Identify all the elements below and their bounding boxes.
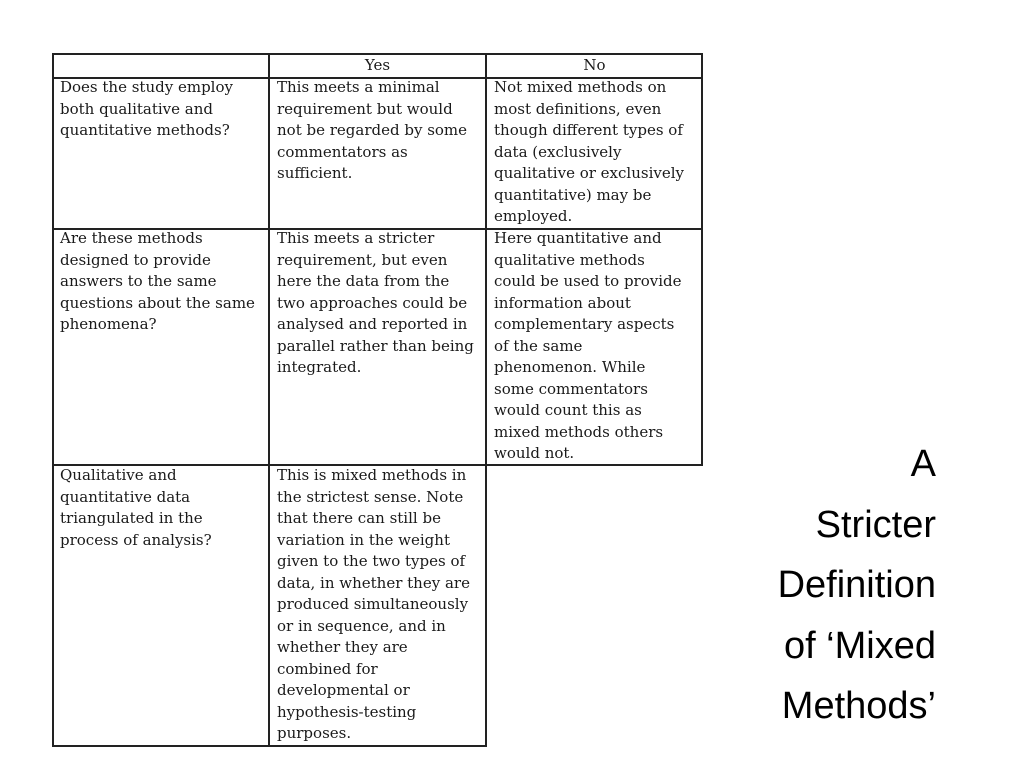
table-border-right — [701, 53, 703, 466]
row-2-divider — [52, 464, 703, 466]
table-border-left — [52, 53, 54, 747]
title-line-4: of ‘Mixed — [783, 624, 936, 667]
table-border-top — [52, 53, 703, 55]
definition-table — [52, 53, 703, 747]
column-divider-1 — [268, 53, 270, 747]
header-corner — [52, 53, 269, 77]
header-yes: Yes — [364, 56, 391, 74]
title-line-3: Definition — [777, 564, 936, 606]
row-1-no: Not mixed methods on most definitions, even though different types of data (exclusively qualitative or exclusively quantitative) may be employed. — [494, 78, 684, 225]
row-1-divider — [52, 228, 703, 230]
slide-title — [676, 434, 936, 737]
title-line-1: A — [910, 443, 936, 485]
row-1-question: Does the study employ both qualitative and quantitative methods? — [60, 78, 233, 139]
row-1-yes: This meets a minimal requirement but would not be regarded by some commentators as sufficient. — [277, 78, 468, 182]
row-3-question: Qualitative and quantitative data triangulated in the process of analysis? — [60, 466, 212, 549]
row-3-yes: This is mixed methods in the strictest sense. Note that there can still be variation in the weight given to the two types of data, in whether they are produced simultaneously or in sequence, and in whether they are combined for developmental or hypothesis-testing purposes. — [277, 466, 470, 742]
row-2-yes: This meets a stricter requirement, but even here the data from the two approaches could be analysed and reported in parallel rather than being integrated. — [277, 229, 474, 376]
header-divider — [52, 77, 703, 79]
title-line-2: Stricter — [815, 503, 936, 546]
row-2-question: Are these methods designed to provide answers to the same questions about the same phenomena? — [60, 229, 255, 333]
header-no: No — [583, 56, 606, 74]
title-line-5: Methods’ — [781, 685, 936, 727]
column-divider-2 — [485, 53, 487, 747]
row-2-no: Here quantitative and qualitative methods could be used to provide information about complementary aspects of the same phenomenon. While some commentators would count this as mixed methods others would not. — [494, 229, 682, 462]
